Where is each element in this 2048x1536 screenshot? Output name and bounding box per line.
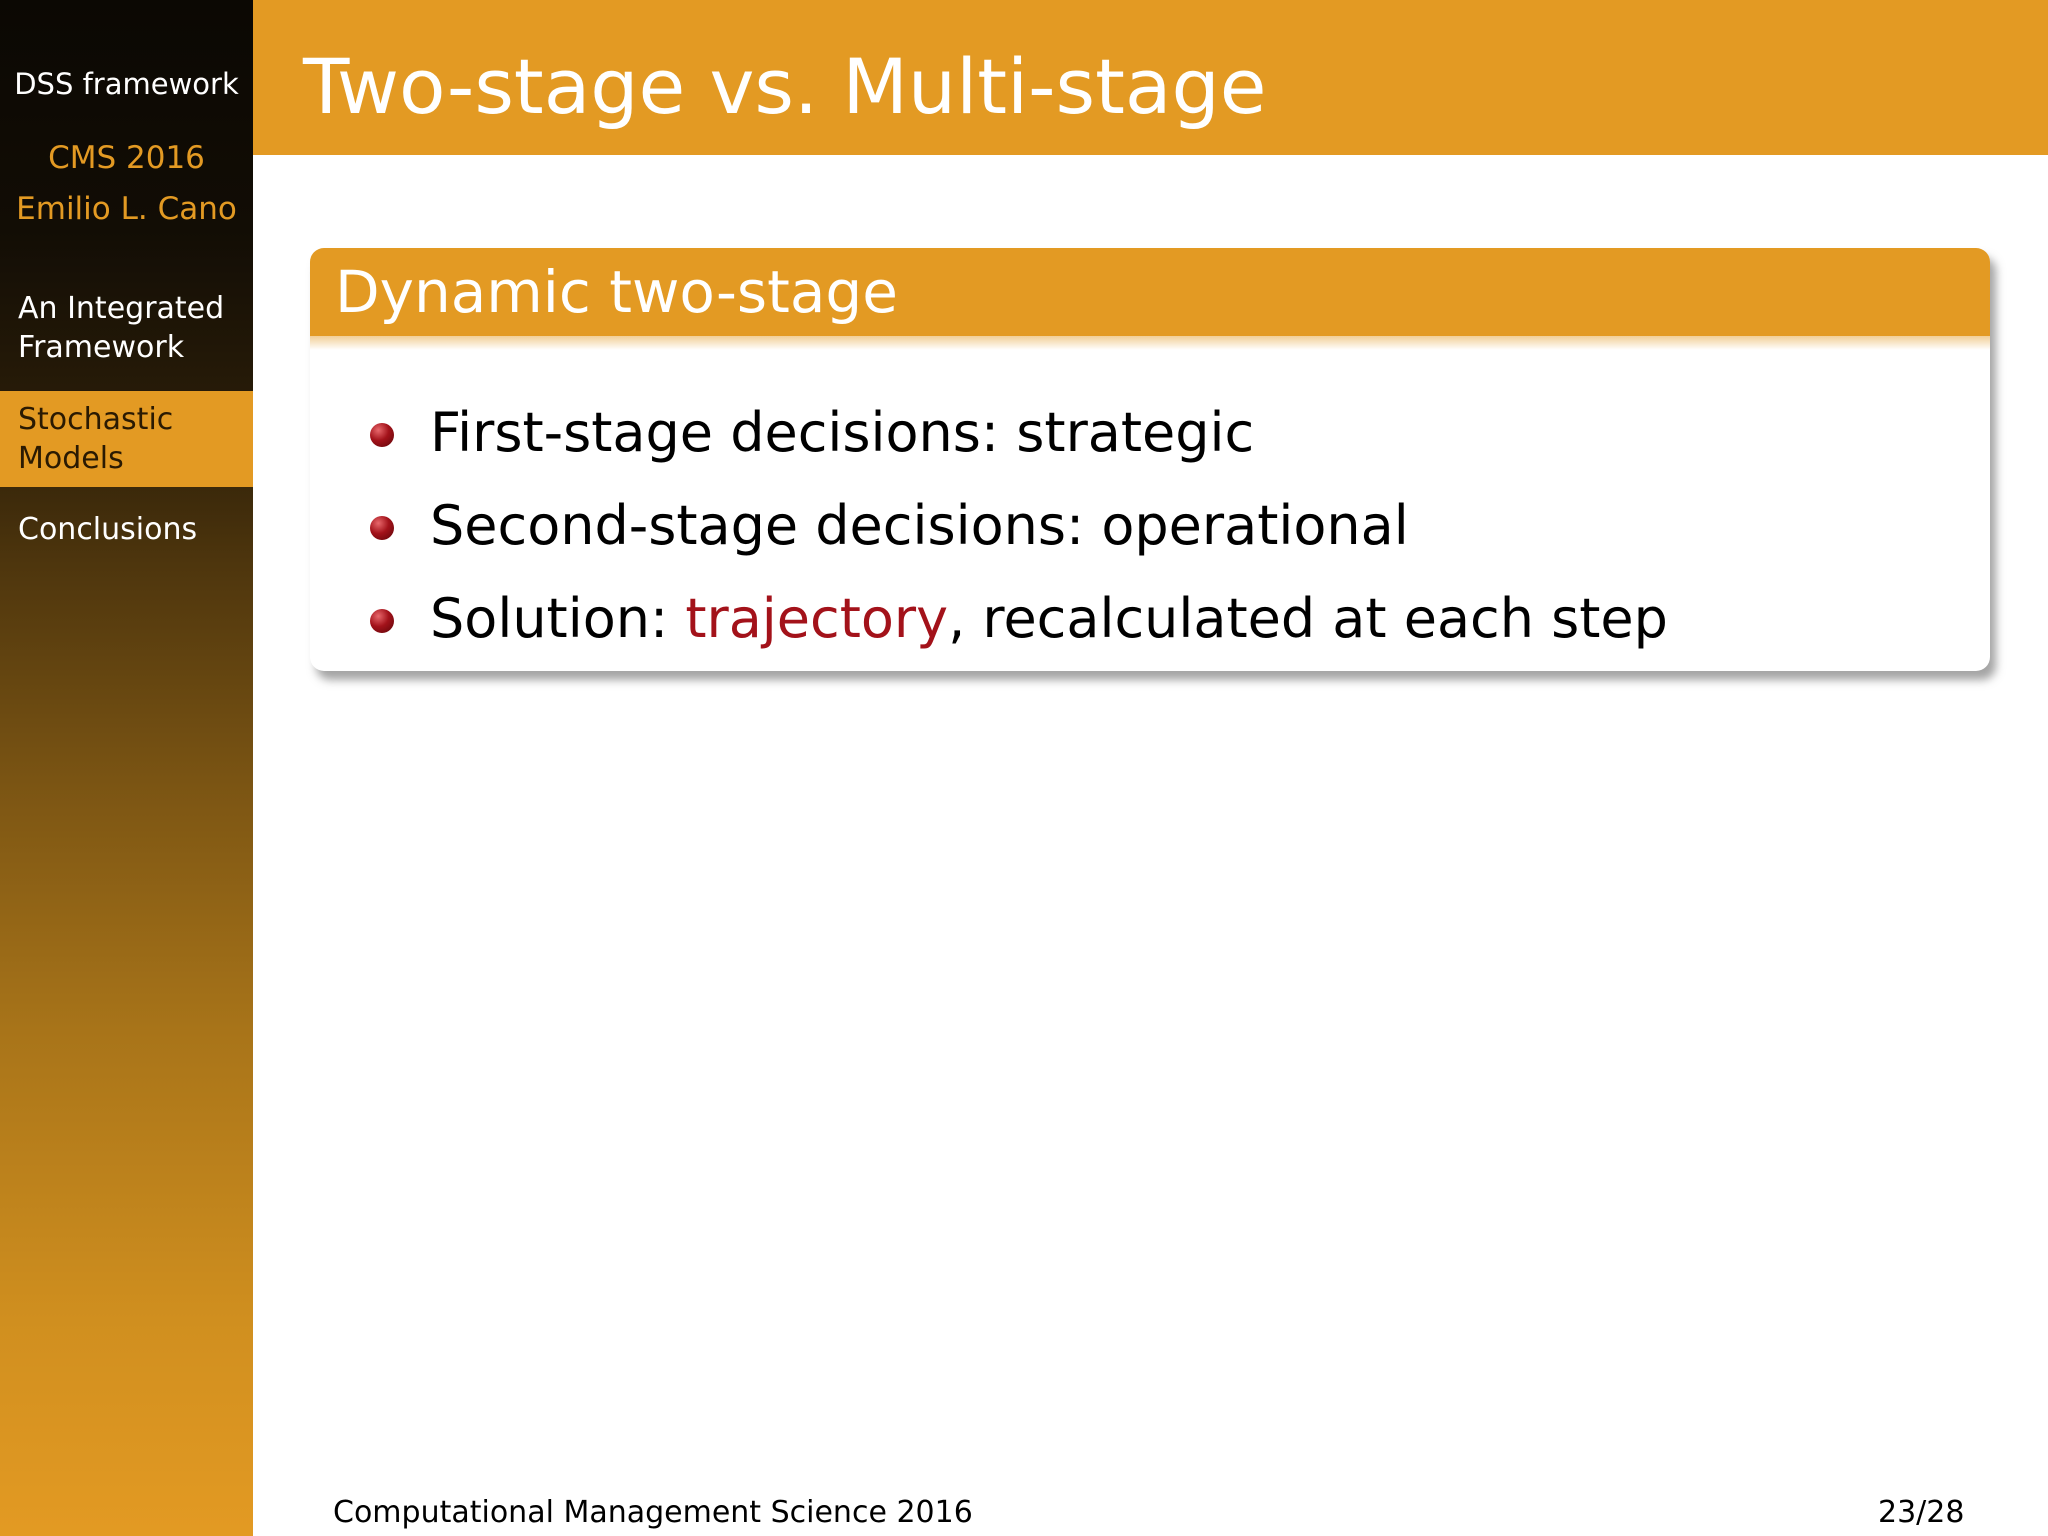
bullet-ball-icon bbox=[370, 516, 394, 540]
page-title: Two-stage vs. Multi-stage bbox=[303, 42, 1267, 131]
sidebar-item-label: Stochastic bbox=[18, 402, 174, 437]
sidebar-item-label: Conclusions bbox=[18, 512, 198, 547]
list-item bbox=[370, 491, 1668, 584]
bullet-ball-icon bbox=[370, 423, 394, 447]
bullet-text: Second-stage decisions: operational bbox=[430, 494, 1409, 557]
bullet-text: First-stage decisions: strategic bbox=[430, 401, 1255, 464]
sidebar bbox=[0, 0, 253, 1536]
header-bar bbox=[253, 0, 2048, 155]
footer-conference: Computational Management Science 2016 bbox=[333, 1495, 973, 1530]
block-title: Dynamic two-stage bbox=[335, 258, 898, 326]
list-item bbox=[370, 584, 1668, 677]
sidebar-author[interactable]: Emilio L. Cano bbox=[16, 191, 237, 227]
sidebar-item-label: An Integrated bbox=[18, 291, 225, 326]
highlighted-term: trajectory bbox=[685, 587, 949, 650]
sidebar-item-label: Framework bbox=[18, 330, 185, 365]
bullet-list bbox=[370, 398, 1668, 677]
sidebar-item-conclusions[interactable] bbox=[0, 510, 253, 549]
sidebar-conference[interactable]: CMS 2016 bbox=[48, 140, 205, 176]
block-header bbox=[310, 248, 1990, 336]
page-number: 23/28 bbox=[1878, 1495, 1965, 1530]
sidebar-item-label: Models bbox=[18, 441, 124, 476]
sidebar-item-an-integrated-framework[interactable] bbox=[0, 289, 253, 367]
bullet-ball-icon bbox=[370, 609, 394, 633]
content-block bbox=[310, 248, 1990, 671]
sidebar-title[interactable]: DSS framework bbox=[14, 67, 239, 101]
bullet-text-suffix: , recalculated at each step bbox=[948, 587, 1668, 650]
bullet-text-prefix: Solution: bbox=[430, 587, 686, 650]
sidebar-item-stochastic-models[interactable] bbox=[0, 391, 253, 487]
list-item bbox=[370, 398, 1668, 491]
